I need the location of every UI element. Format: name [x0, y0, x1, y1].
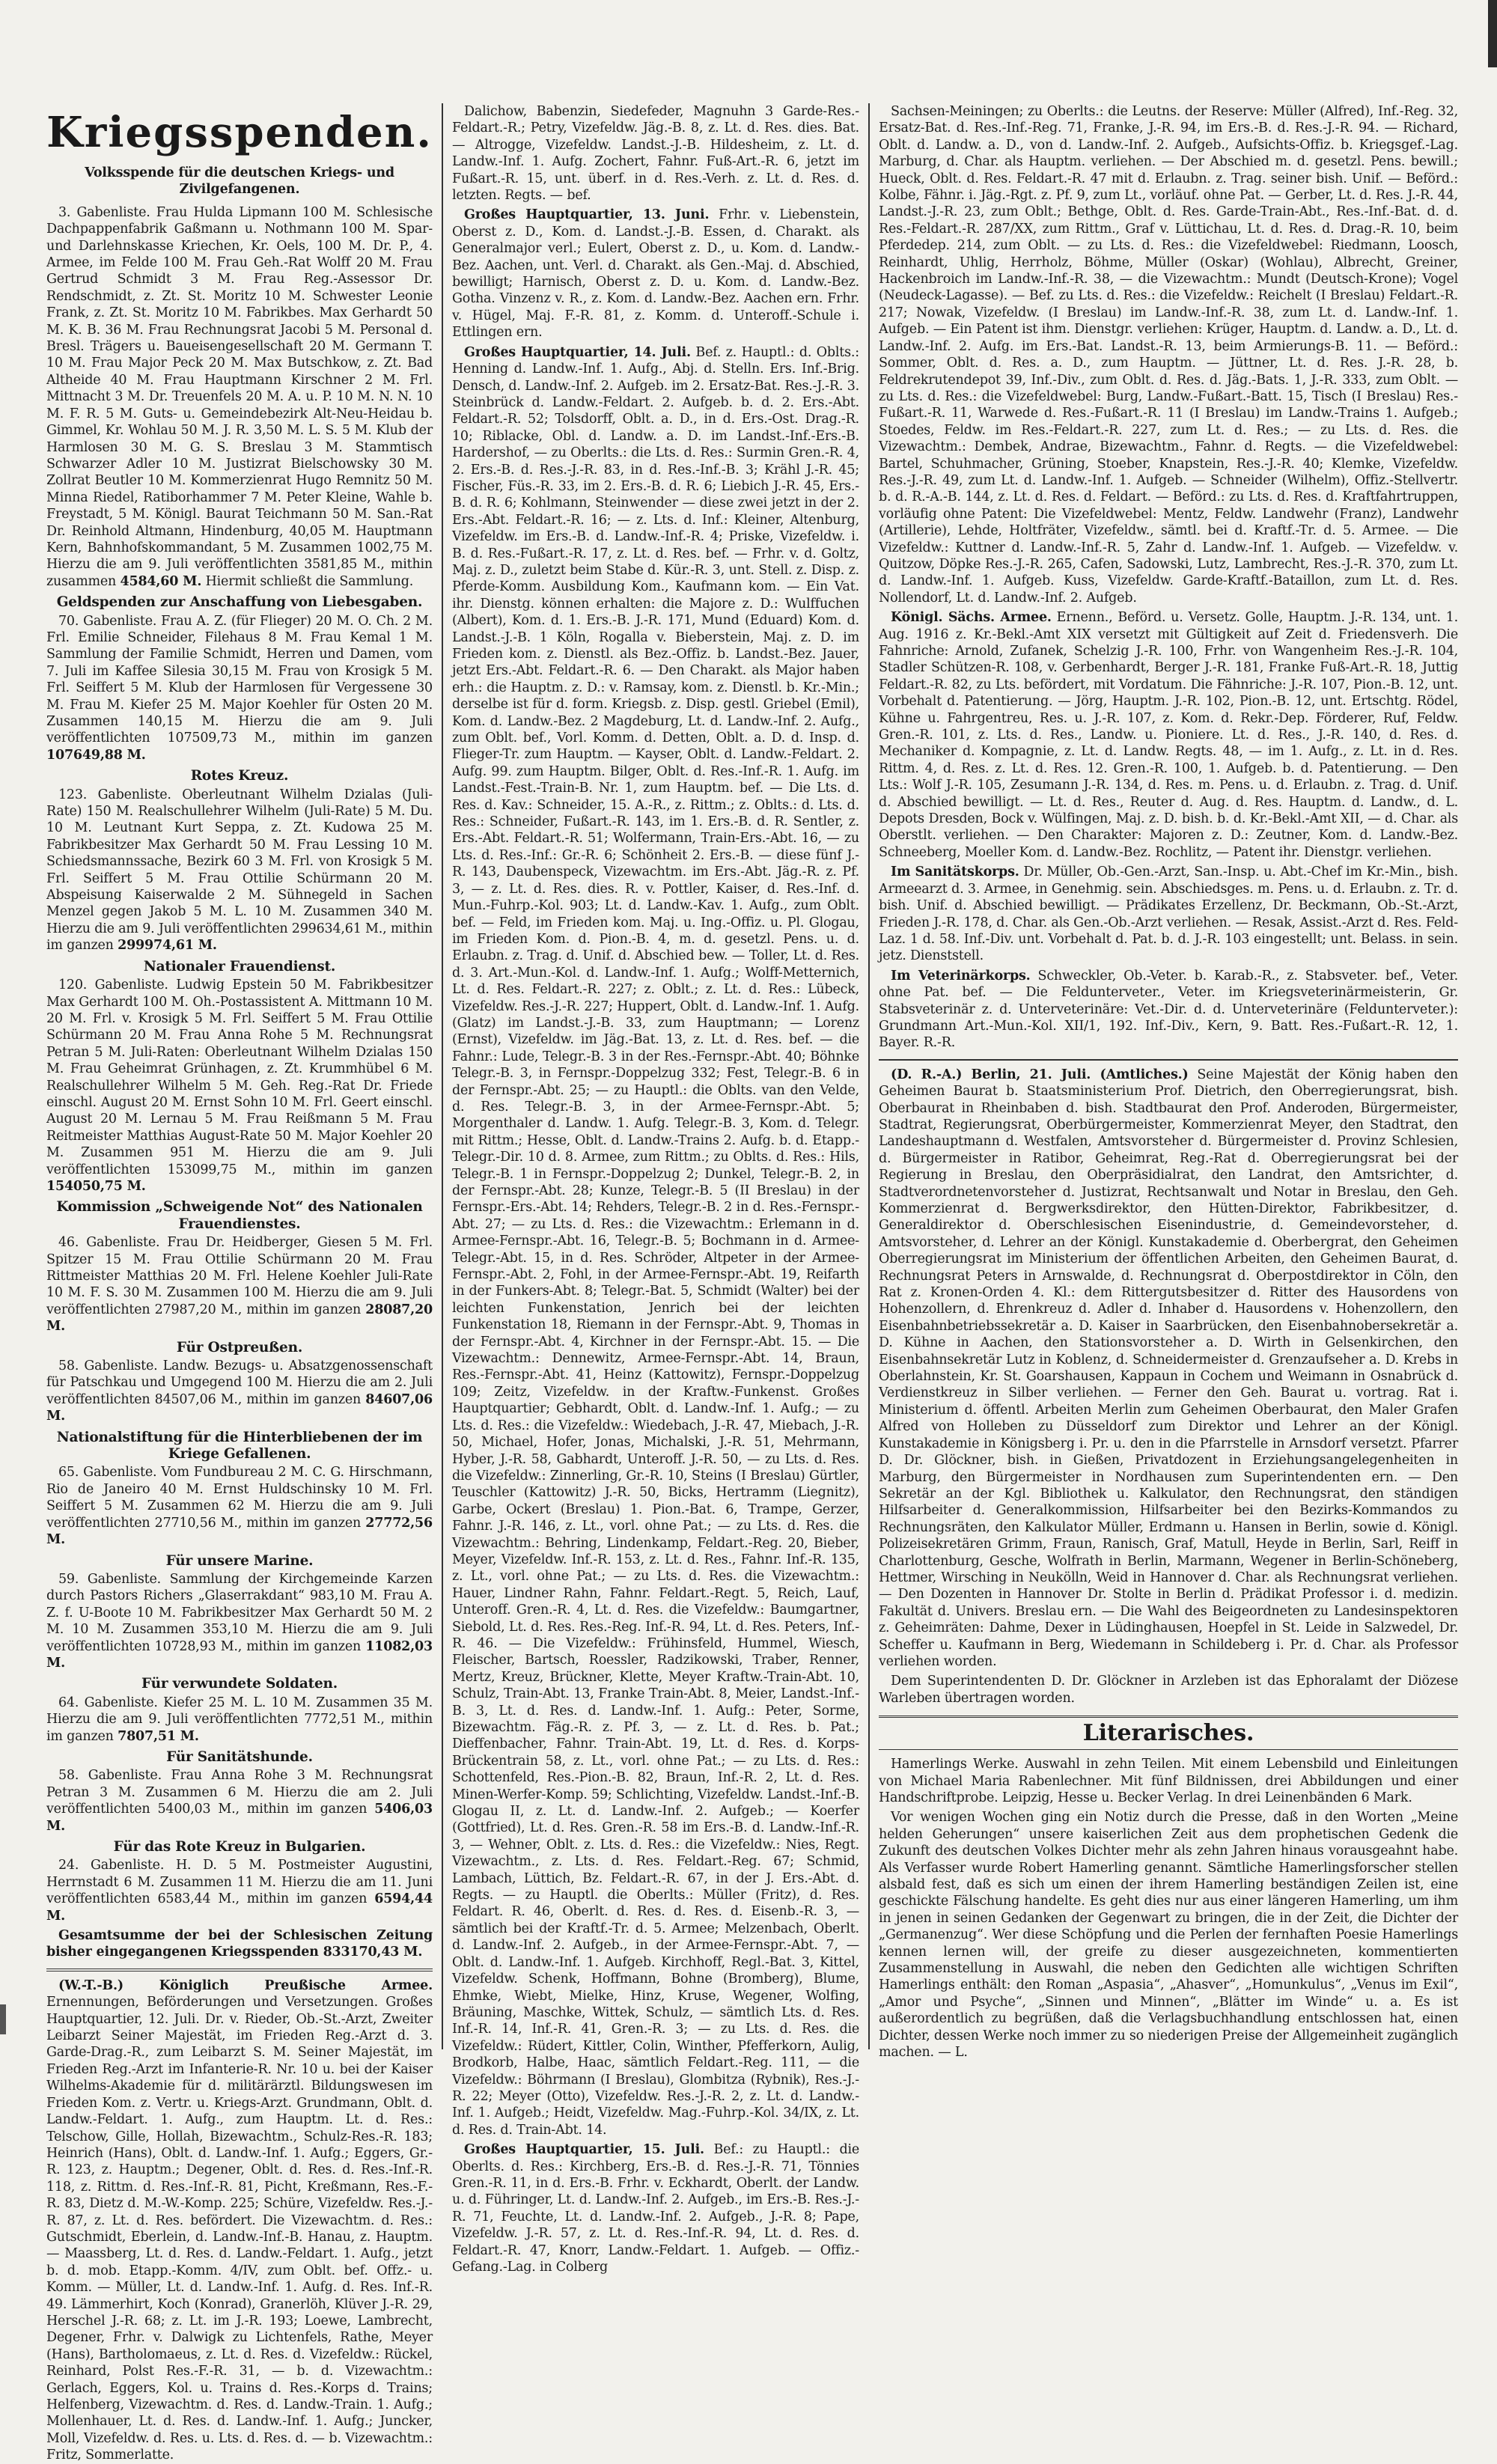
literature-heading: Literarisches. — [879, 1716, 1458, 1750]
heading-marine: Für unsere Marine. — [165, 1552, 314, 1569]
heading-schweigende-not: Kommission „Schweigende Not“ des Nationalen Frauendienstes. — [56, 1199, 423, 1232]
column-right — [868, 103, 1467, 2061]
column-middle — [442, 103, 868, 2275]
section-lead: Volksspende für die deutschen Kriegs- und Zivilgefangenen. — [85, 165, 394, 198]
heading-bulgarien: Für das Rote Kreuz in Bulgarien. — [113, 1839, 366, 1855]
army-notice: (W.-T.-B.) Königlich Preußische Armee. Ernennungen, Beförderungen und Versetzungen. Großes Hauptquartier, 12. Juli. Dr. v. Rieder, Ob.-St.-Arzt, Zweiter Leibarzt Seiner Majestät, im Frieden Reg.-Arzt d. 3. Garde-Drag.-R., zum Leibarzt S. M. Seiner Majestät, im Frieden Reg.-Arzt im Infanterie-R. Nr. 10 u. bei der Kaiser Wilhelms-Akademie für d. militärärztl. Bildungswesen im Frieden Kom. z. Vertr. u. Kriegs-Arzt. Grundmann, Oblt. d. Landw.-Feldart. 1. Aufg., zum Hauptm. Lt. d. Res.: Telschow, Gille, Hollah, Bizewachtm., Schulz-Res.-R. 183; Heinrich (Hans), Oblt. d. Landw.-Inf. 1. Aufg.; Eggers, Gr.-R. 123, z. Hauptm.; Degener, Oblt. d. Res. d. Res.-Inf.-R. 118, z. Rittm. d. Res.-Inf.-R. 81, Picht, Kreßmann, Res.-F.-R. 83, Dietz d. M.-W.-Komp. 225; Schüre, Vizefeldw. Res.-J.-R. 87, z. Lt. d. Res. befördert. Die Vizewachtm. d. Res.: Gutschmidt, Eberlein, d. Landw.-Inf.-B. Hanau, z. Hauptm. — Maassberg, Lt. d. Res. d. Landw.-Feldart. 1. Aufg., jetzt b. d. mob. Etapp.-Komm. 4/IV, zum Oblt. bef. Offz.- u. Komm. — Müller, Lt. d. Landw.-Inf. 1. Aufg. d. Res. Inf.-R. 49. Lämmerhirt, Koch (Konrad), Granerlöh, Klüver J.-R. 29, Herschel J.-R. 68; z. Lt. im J.-R. 193; Loewe, Lambrecht, Degener, Frhr. v. Dalwigk zu Lichtenfels, Rathe, Meyer (Hans), Bartholomaeus, z. Lt. d. Res. d. Vizefeldw.: Rückel, Reinhard, Polst Res.-F.-R. 31, — b. d. Vizewachtm.: Gerlach, Eggers, Kol. u. Trains d. Res.-Korps d. Trains; Helfenberg, Vizewachtm. d. Res. d. Landw.-Train. 1. Aufg.; Mollenhauer, Lt. d. Res. d. Landw.-Inf. 1. Aufg.; Juncker, Moll, Vizefeldw. d. Res. u. Lts. d. Res. d. — b. Vizewachtm.: Fritz, Sommerlatte. — [46, 1977, 433, 2463]
heading-sanitaetshunde: Für Sanitätshunde. — [166, 1748, 313, 1765]
veterinaerkorps-notice: Im Veterinärkorps. Schweckler, Ob.-Veter. b. Karab.-R., z. Stabsveter. bef., Veter. ohne Pat. bef. — Die Feldunterveter., Veter. im Kriegsveterinärmeisterin, Gr. Stabsveterinär z. d. Unterveterinäre: Vet.-Dir. d. d. Unterveterinäre (Feldunterveter.): Grundmann Art.-Mun.-Kol. XII/1, 192. Inf.-Div., Kern, 9. Batt. Res.-Fußart.-R. 12, 1. Bayer. R.-R. — [879, 968, 1458, 1051]
donation-list-10: 58. Gabenliste. Frau Anna Rohe 3 M. Rechnungsrat Petran 3 M. Zusammen 6 M. Hierzu die am 2. Juli veröffentlichten 5400,03 M., mithin im ganzen 5406,03 M. — [46, 1768, 433, 1834]
column-left — [37, 103, 442, 2463]
heading-ostpreussen: Für Ostpreußen. — [176, 1339, 303, 1355]
divider-official — [879, 1059, 1458, 1061]
donation-list-6: 58. Gabenliste. Landw. Bezugs- u. Absatzgenossenschaft für Patschkau und Umgegend 100 M. Hierzu die am 2. Juli veröffentlichten 84507,06 M., mithin im ganzen 84607,06 M. — [46, 1358, 433, 1424]
heading-nationalstiftung: Nationalstiftung für die Hinterbliebenen der im Kriege Gefallenen. — [56, 1429, 423, 1463]
heading-rotes-kreuz: Rotes Kreuz. — [190, 768, 289, 784]
heading-liebesgaben: Geldspenden zur Anschaffung von Liebesgaben. — [56, 594, 423, 611]
donation-list-1: 3. Gabenliste. Frau Hulda Lipmann 100 M. Schlesische Dachpappenfabrik Gaßmann u. Nothmann 100 M. Spar- und Darlehnskasse Kriechen, Kr. Oels, 100 M. Dr. P., 4. Armee, im Felde 100 M. Frau Geh.-Rat Wolff 20 M. Frau Gertrud Schmidt 3 M. Frau Reg.-Assessor Dr. Rendschmidt, z. Zt. St. Moritz 10 M. Schwester Leonie Frank, z. Zt. St. Moritz 10 M. Fabrikbes. Max Gerhardt 50 M. K. B. 36 M. Frau Rechnungsrat Jacobi 5 M. Personal d. Bresl. Trägers u. Baueisengesellschaft 20 M. Germann T. 10 M. Frau Major Peck 20 M. Max Butschkow, z. Zt. Bad Altheide 40 M. Frau Hauptmann Kirschner 2 M. Frl. Mittnacht 3 M. Dr. Treuenfels 20 M. A. u. P. 10 M. N. N. 10 M. F. R. 5 M. Guts- u. Gemeindebezirk Alt-Neu-Heidau b. Gimmel, Kr. Wohlau 50 M. J. R. 3,50 M. L. S. 5 M. Klub der Harmlosen 30 M. G. S. Breslau 3 M. Stammtisch Schwarzer Adler 10 M. Justizrat Bielschowsky 30 M. Zollrat Beutler 10 M. Kommerzienrat Hugo Remnitz 50 M. Minna Riedel, Ratiborhammer 7 M. Peter Kleine, Wahle b. Freystadt, 5 M. Königl. Baurat Teichmann 50 M. San.-Rat Dr. Reinhold Altmann, Hindenburg, 40,05 M. Hauptmann Kern, Bahnhofskommandant, 5 M. Zusammen 1002,75 M. Hierzu die am 9. Juli veröffentlichten 3581,85 M., mithin zusammen 4584,60 M. Hiermit schließt die Sammlung. — [46, 204, 433, 589]
army-notice-14-juli: Großes Hauptquartier, 14. Juli. Bef. z. Hauptl.: d. Oblts.: Henning d. Landw.-Inf. 1. Aufg., Abj. d. Stelln. Ers. Inf.-Brig. Densch, d. Landw.-Inf. 2. Aufgeb. im 2. Ersatz-Bat. Res.-J.-R. 3. Steinbrück d. Landw.-Feldart. 2. Aufgeb. b. d. 2. Ers.-Abt. Feldart.-R. 52; Tolsdorff, Oblt. a. D., in d. Ers.-Ost. Drag.-R. 10; Riblacke, Obl. d. Landw. a. D. im Landst.-Inf.-Ers.-B. Hardershof, — zu Oberlts.: die Lts. d. Res.: Surmin Gren.-R. 4, 2. Ers.-B. d. Res.-J.-R. 83, in d. Res.-Inf.-B. 3; Krähl J.-R. 45; Fischer, Füs.-R. 33, im 2. Ers.-B. d. R. 6; Liebich J.-R. 45, Ers.-B. d. R. 6; Kohlmann, Steinwender — diese zwei jetzt in der 2. Ers.-Abt. Feldart.-R. 16; — z. Lts. d. Inf.: Kleiner, Altenburg, Vizefeldw. im Ers.-B. d. Landw.-Inf.-R. 4; Priske, Vizefeldw. i. B. d. Res.-Fußart.-R. 17, z. Lt. d. Res. bef. — Frhr. v. d. Goltz, Maj. z. D., zuletzt beim Stabe d. Kür.-R. 3, unt. Stell. z. Disp. z. Pferde-Komm. Ausbildung Kom., Kaufmann kom. — Ein Vat. ihr. Dienstg. können erhalten: die Majore z. D.: Wulffuchen (Albert), Kom. d. 1. Ers.-B. J.-R. 171, Mund (Eduard) Kom. d. Landst.-J.-B. 1 Köln, Rogalla v. Bieberstein, Maj. z. D. im Frieden kom. z. Dienstl. als Bez.-Offiz. b. Landst.-Bez. Jauer, jetzt Ers.-Abt. Feldart.-R. 6. — Den Charakt. als Major haben erh.: die Hauptm. z. D.: v. Ramsay, kom. z. Dienstl. b. Kr.-Min.; derselbe ist für d. form. Kriegsb. z. Disp. gestl. Griebel (Emil), Kom. d. Landw.-Bez. 2 Magdeburg, Lt. d. Landw.-Inf. 2. Aufg., zum Oblt. bef., Vorl. Komm. d. Detten, Oblt. a. D. d. Insp. d. Flieger-Tr. zum Hauptm. — Kayser, Oblt. d. Landw.-Feldart. 2. Aufg. 99. zum Hauptm. Bilger, Oblt. d. Res.-Inf.-R. 1. Aufg. im Landst.-Fest.-Train-B. Nr. 1, zum Hauptm. bef. — Die Lts. d. Res. d. Kav.: Schneider, 15. A.-R., z. Rittm.; z. Oblts.: d. Lts. d. Res.: Schneider, Fußart.-R. 143, im 1. Ers.-B. d. R. Sentler, z. Ers.-Abt. Feldart.-R. 51; Wolfermann, Train-Ers.-Abt. 16, — zu Lts. d. Res.-Inf.: Gr.-R. 6; Schönheit 2. Ers.-B. — diese fünf J.-R. 143, Daubenspeck, Vizewachtm. im Ers.-Abt. Jäg.-R. z. Pf. 3, — z. Lt. d. Res. dies. R. v. Pottler, Kaiser, d. Res.-Inf. d. Mun.-Fuhrp.-Kol. 903; Lt. d. Landw.-Kav. 1. Aufg., zum Oblt. bef. — Feld, im Frieden kom. Maj. u. Ing.-Offiz. u. Pl. Glogau, im Frieden Kom. d. Pion.-B. 4, m. d. gesetzl. Pens. u. d. Erlaubn. z. Trag. d. Unif. d. Abschied bew. — Toller, Lt. d. Res. d. 3. Art.-Mun.-Kol. d. Landw.-Inf. 1. Aufg.; Wolff-Metternich, Lt. d. Res. Feldart.-R. 227; z. Oblt.; z. Lt. d. Res.: Lübeck, Vizefeldw. Res.-J.-R. 227; Huppert, Oblt. d. Landw.-Inf. 1. Aufg. (Glatz) im Landst.-J.-B. 33, zum Hauptmann; — Lorenz (Ernst), Vizefeldw. im Jäg.-Bat. 13, z. Lt. d. Res. bef. — die Fahnr.: Lude, Telegr.-B. 3 in der Res.-Fernspr.-Abt. 40; Böhnke Telegr.-B. 3, in Fernspr.-Doppelzug 332; Fest, Telegr.-B. 6 in der Fernspr.-Abt. 25; — zu Hauptl.: die Oblts. van den Velde, d. Res. Telegr.-B. 3, in der Armee-Fernspr.-Abt. 5; Morgenthaler d. Landw. 1. Aufg. Telegr.-B. 3, Kom. d. Telegr. mit Rittm.; Hesse, Oblt. d. Landw.-Trains 2. Aufg. b. d. Etapp.-Telegr.-Dir. 10 d. 8. Armee, zum Rittm.; zu Oblts. d. Res.: Hils, Telegr.-B. 1 in Fernspr.-Doppelzug 2; Dunkel, Telegr.-B. 2, in der Fernspr.-Abt. 28; Kunze, Telegr.-B. 5 (II Breslau) in der Fernspr.-Ers.-Abt. 14; Rehders, Telegr.-B. 2 in d. Res.-Fernspr.-Abt. 27; — zu Lts. d. Res.: die Vizewachtm.: Erlemann in d. Armee-Fernspr.-Abt. 16, Telegr.-B. 5; Bochmann in d. Armee-Telegr.-Abt. 15, in d. Res. Schröder, Altpeter in der Armee-Fernspr.-Abt. 2, Fohl, in der Armee-Fernspr.-Abt. 19, Reifarth in der Funkers-Abt. 8; Telegr.-Bat. 5, Schmidt (Walter) bei der leichten Funkenstation, Jenrich bei der leichten Funkenstation 18, Riemann in der Fernspr.-Abt. 9, Thomas in der Fernspr.-Abt. 4, Kirchner in der Fernspr.-Abt. 15. — Die Vizewachtm.: Dennewitz, Armee-Fernspr.-Abt. 14, Braun, Res.-Fernspr.-Abt. 41, Heinz (Kattowitz), Fernspr.-Doppelzug 109; Zeitz, Vizefeldw. in der Kraftw.-Funkenst. Großes Hauptquartier; Gebhardt, Oblt. d. Landw.-Inf. 1. Aufg.; — zu Lts. d. Res.: die Vizefeldw.: Wiedebach, J.-R. 47, Miebach, J.-R. 50, Michael, Hofer, Jonas, Michalski, J.-R. 51, Mehrmann, Hyber, J.-R. 58, Gabhardt, Unteroff. J.-R. 50, — zu Lts. d. Res. die Vizefeldw.: Zinnerling, Gr.-R. 10, Steins (I Breslau) Gürtler, Teuschler (Kattowitz) J.-R. 50, Bicks, Hertramm (Liegnitz), Garbe, Ockert (Breslau) 1. Pion.-Bat. 6, Trampe, Gerzer, Fahnr. J.-R. 146, z. Lt., vorl. ohne Pat.; — zu Lts. d. Res. die Vizewachtm.: Behring, Lindenkamp, Feldart.-Reg. 20, Bieber, Meyer, Vizefeldw. Inf.-R. 153, z. Lt. d. Res., Fahnr. Inf.-R. 135, z. Lt., vorl. ohne Pat.; — zu Lts. d. Res. die Vizewachtm.: Hauer, Lindner Rahn, Fahnr. Feldart.-Regt. 5, Reich, Lauf, Unteroff. Gren.-R. 4, Lt. d. Res. die Vizefeldw.: Baumgartner, Siebold, Lt. d. Res. Res.-Reg. Inf.-R. 94, Lt. d. Res. Peters, Inf.-R. 46. — Die Vizefeldw.: Frühinsfeld, Hummel, Wiesch, Fleischer, Bartsch, Roessler, Radzikowski, Traber, Renner, Mertz, Kreuz, Brückner, Klette, Meyer Kraftw.-Train-Abt. 10, Schulz, Train-Abt. 13, Franke Train-Abt. 8, Meier, Landst.-Inf.-B. 3, Lt. d. Res. d. Landw.-Inf. 1. Aufg.: Peter, Sorme, Bizewachtm. Fäg.-R. z. Pf. 3, — z. Lt. d. Res. b. Pat.; Dieffenbacher, Fahnr. Train-Abt. 19, Lt. d. Res. d. Korps-Brückentrain 58, z. Lt., vorl. ohne Pat.; — zu Lts. d. Res.: Schottenfeld, Res.-Pion.-B. 82, Braun, Inf.-R. 2, Lt. d. Res. Minen-Werfer-Komp. 59; Schlichting, Vizefeldw. Landst.-Inf.-B. Glogau II, z. Lt. d. Landw.-Inf. 2. Aufgeb.; — Koerfer (Gottfried), Lt. d. Res. Gren.-R. 58 im Ers.-B. d. Landw.-Inf.-R. 3, — Wehner, Oblt. z. Lts. d. Res.: die Vizefeldw.: Nies, Regt. Vizewachtm., z. Lts. d. Res. Feldart.-Reg. 67; Schmid, Lambach, Lüttich, Bz. Feldart.-R. 67, in der J. Ers.-Abt. d. Regts. — zu Hauptl. die Oberlts.: Müller (Fritz), d. Res. Feldart. R. 46, Oberlt. d. Res. d. Res. d. Eisenb.-R. 3, — sämtlich bei der Kraftf.-Tr. d. 5. Armee; Melzenbach, Oberlt. d. Landw.-Inf. 2. Aufgeb., in der Armee-Fernspr.-Abt. 7, — Oblt. d. Landw.-Inf. 1. Aufgeb. Kirchhoff, Regl.-Bat. 3, Kittel, Vizefeldw. Schenk, Hoffmann, Bohne (Bromberg), Blume, Ehmke, Wiebt, Mielke, Hinz, Kruse, Wegener, Wolfing, Bräuning, Maschke, Wittek, Schulz, — sämtlich Lts. d. Res. Inf.-R. 14, Inf.-R. 41, Gren.-R. 3; — zu Lts. d. Res. die Vizefeldw.: Rüdert, Kittler, Colin, Winther, Pfefferkorn, Aulig, Brodkorb, Halbe, Haac, sämtlich Feldart.-Reg. 111, — die Vizefeldw.: Böhrmann (I Breslau), Glombitza (Rybnik), Res.-J.-R. 22; Meyer (Otto), Vizefeldw. Res.-J.-R. 2, z. Lt. d. Landw.-Inf. 1. Aufgeb.; Heidt, Vizefeldw. Mag.-Fuhrp.-Kol. 34/IX, z. Lt. d. Res. d. Train-Abt. 14. — [452, 344, 859, 2138]
scan-edge-mark-left — [0, 2004, 6, 2034]
army-notice-right: Sachsen-Meiningen; zu Oberlts.: die Leutns. der Reserve: Müller (Alfred), Inf.-Reg. 32, Ersatz-Bat. d. Res.-Inf.-Reg. 71, Franke, J.-R. 94, im Ers.-B. d. Res.-J.-R. 94. — Richard, Oblt. d. Landw. a. D., von d. Landw.-Inf. 2. Aufgeb., Aufsichts-Offiz. b. Kriegsgef.-Lag. Marburg, d. Char. als Hauptm. verliehen. — Der Abschied m. d. gesetzl. Pens. bewill.; Hueck, Oblt. d. Res. Feldart.-R. 47 mit d. Erlaubn. z. Trag. seiner bish. Unif. — Beförd.: Kolbe, Fähnr. i. Jäg.-Rgt. z. Pf. 9, zum Lt., vorläuf. ohne Pat. — Gerber, Lt. d. Res. J.-R. 44, Landst.-J.-R. 23, zum Oblt.; Bethge, Oblt. d. Res. Garde-Train-Abt., Res.-Inf.-Bat. d. d. Res.-Feldart.-R. 287/XX, zum Rittm., Graf v. Lüttichau, Lt. d. Res. d. Drag.-R. 10, beim Pferdedep. 214, zum Oblt. — zu Lts. d. Res.: die Vizefeldwebel: Riedmann, Loosch, Reinhardt, Uhlig, Herrholz, Böhme, Müller (Oskar) (Wohlau), Albrecht, Greiner, Hackenbroich im Landw.-Inf.-R. 38, — die Vizewachtm.: Mundt (Deutsch-Krone); Vogel (Neudeck-Lagasse). — Bef. zu Lts. d. Res.: die Vizefeldw.: Reichelt (I Breslau) Feldart.-R. 217; Nowak, Vizefeldw. (I Breslau) im Landw.-Inf.-R. 38, zum Lt. d. Landw.-Inf. 1. Aufgeb. — Ein Patent ist ihm. Dienstgr. verliehen: Krüger, Hauptm. d. Landw. a. D., Lt. d. Landw.-Inf. 2. Aufg. im Ers.-Bat. Landst.-R. 13, beim Armierungs-B. 11. — Beförd.: Sommer, Oblt. d. Res. a. D., zum Hauptm. — Jüttner, Lt. d. Res. J.-R. 28, b. Feldrekrutendepot 39, Inf.-Div., zum Oblt. d. Res. d. Jäg.-Bats. 1, J.-R. 333, zum Oblt. — zu Lts. d. Res.: die Vizefeldwebel: Burg, Landw.-Fußart.-Batt. 15, Tisch (I Breslau) Res.-Fußart.-R. 11, Warwede d. Res.-Fußart.-R. 11 (I Breslau) im Landw.-Trains 1. Aufgeb.; Stoedes, Feldw. im Res.-Feldart.-R. 227, zum Lt. d. Res.; — zu Lts. d. Res. die Vizewachtm.: Dembek, Andrae, Bizewachtm., Fahnr. d. Regts. — die Vizefeldwebel: Bartel, Schuhmacher, Grüning, Stoeber, Knapstein, Res.-J.-R. 40; Klemke, Vizefeldw. Res.-J.-R. 49, zum Lt. d. Landw.-Inf. 1. Aufgeb. — Schneider (Wilhelm), Offiz.-Stellvertr. b. d. R.-A.-B. 144, z. Lt. d. Res. d. Feldart. — Beförd.: zu Lts. d. Res. d. Kraftfahrtruppen, vorläufig ohne Patent: Die Vizefeldwebel: Mentz, Feldw. Landwehr (Franz), Landwehr (Artillerie), Lehde, Holtfräter, Vizefeldw., sämtl. bei d. Kraftf.-Tr. d. 5. Armee. — Die Vizefeldw.: Kuttner d. Landw.-Inf.-R. 5, Zahr d. Landw.-Inf. 1. Aufgeb. — Vizefeldw. v. Quitzow, Döpke Res.-J.-R. 265, Cafen, Sadowski, Lutz, Lambrecht, Res.-J.-R. 370, zum Lt. d. Landw.-Inf. 1. Aufgeb. Kuss, Vizefeldw. Garde-Kraftf.-Bataillon, zum Lt. d. Res. Nollendorf, Lt. d. Landw.-Inf. 2. Aufgeb. — [879, 104, 1458, 606]
literature-entry-title: Hamerlings Werke. Auswahl in zehn Teilen. Mit einem Lebensbild und Einleitungen von Michael Maria Rabenlechner. Mit fünf Bildnissen, drei Abbildungen und einer Handschriftprobe. Leipzig, Hesse u. Becker Verlag. In drei Leinenbänden 6 Mark. — [879, 1757, 1458, 1805]
donation-list-11: 24. Gabenliste. H. D. 5 M. Postmeister Augustini, Herrnstadt 6 M. Zusammen 11 M. Hierzu die am 11. Juni veröffentlichten 6583,44 M., mithin im ganzen 6594,44 M. — [46, 1858, 433, 1924]
divider — [46, 1969, 433, 1971]
donation-list-2: 70. Gabenliste. Frau A. Z. (für Flieger) 20 M. O. Ch. 2 M. Frl. Emilie Schneider, Filehaus 8 M. Frau Kemal 1 M. Sammlung der Familie Schmidt, Herren und Damen, vom 7. Juli im Kaffee Silesia 30,15 M. Frau von Krosigk 5 M. Frl. Seiffert 5 M. Klub der Harmlosen für Vergessene 30 M. Frau M. Kiefer 25 M. Major Koehler für Osten 20 M. Zusammen 140,15 M. Hierzu die am 9. Juli veröffentlichten 107509,73 M., mithin im ganzen 107649,88 M. — [46, 613, 433, 763]
donation-list-3: 123. Gabenliste. Oberleutnant Wilhelm Dzialas (Juli-Rate) 150 M. Realschullehrer Wilhelm (Juli-Rate) 5 M. Du. 10 M. Leutnant Kurt Seppa, z. Zt. Kudowa 25 M. Fabrikbesitzer Max Gerhardt 50 M. Frau Lessing 10 M. Schiedsmannssache, Bezirk 60 3 M. Frl. von Krosigk 5 M. Frl. Seiffert 5 M. Frau Ottilie Schürmann 20 M. Abspeisung Kaiserwalde 2 M. Sühnegeld in Sachen Menzel gegen Jakob 5 M. L. 10 M. Zusammen 340 M. Hierzu die am 9. Juli veröffentlichten 299634,61 M., mithin im ganzen 299974,61 M. — [46, 787, 433, 954]
army-notice-15-juli: Großes Hauptquartier, 15. Juli. Bef.: zu Hauptl.: die Oberlts. d. Res.: Kirchberg, Ers.-B. d. Res.-J.-R. 71, Tönnies Gren.-R. 11, in d. Ers.-B. Frhr. v. Eckhardt, Oberlt. der Landw. u. d. Führinger, Lt. d. Landw.-Inf. 2. Aufgeb., im Ers.-B. Res.-J.-R. 71, Feuchte, Lt. d. Landw.-Inf. 2. Aufgeb., J.-R. 8; Pape, Vizefeldw. J.-R. 57, z. Lt. d. Res.-Inf.-R. 94, Lt. d. Res. d. Feldart.-R. 47, Knorr, Landw.-Feldart. 1. Aufgeb. — Offiz.-Gefang.-Lag. in Colberg — [452, 2142, 859, 2275]
heading-frauendienst: Nationaler Frauendienst. — [143, 958, 336, 975]
columns — [37, 103, 1467, 2463]
official-notice-end: Dem Superintendenten D. Dr. Glöckner in Arzleben ist das Ephoralamt der Diözese Warleben übertragen worden. — [879, 1674, 1458, 1706]
donation-list-8: 59. Gabenliste. Sammlung der Kirchgemeinde Karzen durch Pastors Richers „Glaserrakdant“ 983,10 M. Frau A. Z. f. U-Boote 10 M. Fabrikbesitzer Max Gerhardt 50 M. 2 M. 10 M. Zusammen 353,10 M. Hierzu die am 9. Juli veröffentlichten 10728,93 M., mithin im ganzen 11082,03 M. — [46, 1571, 433, 1671]
section-title: Kriegsspenden. — [46, 108, 433, 157]
heading-verwundete: Für verwundete Soldaten. — [141, 1676, 338, 1692]
donation-list-4: 120. Gabenliste. Ludwig Epstein 50 M. Fabrikbesitzer Max Gerhardt 100 M. Oh.-Postassistent A. Mittmann 10 M. 20 M. Frl. v. Krosigk 5 M. Frl. Seiffert 5 M. Frau Ottilie Schürmann 20 M. Frau Anna Rohe 5 M. Rechnungsrat Petran 5 M. Juli-Raten: Oberleutnant Wilhelm Dzialas 150 M. Frau Geheimrat Grünhagen, z. Zt. Krummhübel 6 M. Realschullehrer Wilhelm 5 M. Geh. Reg.-Rat Dr. Friede einschl. August 20 M. Ernst Sohn 10 M. Frl. Geert einschl. August 20 M. Lernau 5 M. Frau Reißmann 5 M. Frau Reitmeister Matthias August-Rate 50 M. Major Koehler 20 M. Zusammen 951 M. Hierzu die am 9. Juli veröffentlichten 153099,75 M., mithin im ganzen 154050,75 M. — [46, 978, 433, 1194]
army-notice-13-juni: Großes Hauptquartier, 13. Juni. Frhr. v. Liebenstein, Oberst z. D., Kom. d. Landst.-J.-B. Essen, d. Charakt. als Generalmajor verl.; Eulert, Oberst z. D., u. Kom. d. Landw.-Bez. Aachen, unt. Verl. d. Charakt. als Gen.-Maj. d. Abschied, bewilligt; Harnisch, Oberst z. D. u. Kom. d. Landw.-Bez. Gotha. Vinzenz v. R., z. Kom. d. Landw.-Bez. Aachen ern. Frhr. v. Hügel, Maj. F.-R. 81, z. Komm. d. Unteroff.-Schule i. Ettlingen ern. — [452, 207, 859, 341]
scan-edge-mark — [1488, 0, 1497, 67]
donation-list-7: 65. Gabenliste. Vom Fundbureau 2 M. C. G. Hirschmann, Rio de Janeiro 40 M. Ernst Huldschinsky 10 M. Frl. Seiffert 5 M. Zusammen 62 M. Hierzu die am 9. Juli veröffentlichten 27710,56 M., mithin im ganzen 27772,56 M. — [46, 1465, 433, 1548]
army-notice-cont: Dalichow, Babenzin, Siedefeder, Magnuhn 3 Garde-Res.-Feldart.-R.; Petry, Vizefeldw. Jäg.-B. 8, z. Lt. d. Res. dies. Bat. — Altrogge, Vizefeldw. Landst.-J.-B. Hildesheim, z. Lt. d. Landw.-Inf. 1. Aufg. Zochert, Fahnr. Fuß-Art.-R. 6, jetzt im Fußart.-R. 15, unt. überf. in d. Res.-Verh. z. Lt. d. Res. d. letzten. Regts. — bef. — [452, 104, 859, 204]
grand-total: Gesamtsumme der bei der Schlesischen Zeitung bisher eingegangenen Kriegsspenden 833170,43 M. — [46, 1928, 433, 1960]
literature-review: Vor wenigen Wochen ging ein Notiz durch die Presse, daß in den Worten „Meine helden Geherungen“ unsere kaiserlichen Zeit aus dem prophetischen Gedenk die Zukunft des deutschen Volkes Dichter mehr als zehn Jahren hinaus vorausgeahnt habe. Als Verfasser wurde Robert Hamerling genannt. Sämtliche Hamerlingsforscher stellen alsbald fest, daß es sich um einen der ihrem Hamerling beständigen Zeilen ist, eine geschickte Fälschung handelte. Es geht dies nur aus einer längeren Hamerling, um ihm in jenen in seinen Gedanken der Gegenwart zu bringen, die in der Zeit, die Dichter der „Germanenzug“. Wer diese Schöpfung und die Perlen der fernhaften Poesie Hamerlings kennen lernen will, der greife zu dieser ausgezeichneten, kommentierten Zusammenstellung in Auswahl, die neben den Gedichten alle wichtigen Schriften Hamerlings enthält: den Roman „Aspasia“, „Ahasver“, „Homunkulus“, „Venus im Exil“, „Amor und Psyche“, „Sinnen und Minnen“, „Blätter im Winde“ u. a. Es ist außerordentlich zu begrüßen, daß die Verlagsbuchhandlung entschlossen hat, einen Dichter, dessen Werke noch immer zu so niederigen Preise der Allgemeinheit zugänglich machen. — L. — [879, 1810, 1458, 2061]
donation-list-5: 46. Gabenliste. Frau Dr. Heidberger, Giesen 5 M. Frl. Spitzer 15 M. Frau Ottilie Schürmann 20 M. Frau Rittmeister Matthias 20 M. Frl. Helene Koehler Juli-Rate 10 M. F. S. 30 M. Zusammen 100 M. Hierzu die am 9. Juli veröffentlichten 27987,20 M., mithin im ganzen 28087,20 M. — [46, 1235, 433, 1335]
donation-list-9: 64. Gabenliste. Kiefer 25 M. L. 10 M. Zusammen 35 M. Hierzu die am 9. Juli veröffentlichten 7772,51 M., mithin im ganzen 7807,51 M. — [46, 1695, 433, 1744]
sanitaetskorps-notice: Im Sanitätskorps. Dr. Müller, Ob.-Gen.-Arzt, San.-Insp. u. Abt.-Chef im Kr.-Min., bish. Armeearzt d. 3. Armee, in Genehmig. sein. Abschiedsges. m. Pens. u. d. Erlaubn. z. Tr. d. bish. Unif. d. Abschied bewilligt. — Prädikates Erzellenz, Dr. Beckmann, Ob.-St.-Arzt, Frieden J.-R. 178, d. Char. als Gen.-Ob.-Arzt verliehen. — Resak, Assist.-Arzt d. Res. Feld-Laz. 1 d. 58. Inf.-Div. unt. Vorbehalt d. Pat. b. d. J.-R. 103 eingestellt; unt. Belass. in sein. jetz. Dienststell. — [879, 864, 1458, 964]
saxon-army-notice: Königl. Sächs. Armee. Ernenn., Beförd. u. Versetz. Golle, Hauptm. J.-R. 134, unt. 1. Aug. 1916 z. Kr.-Bekl.-Amt XIX versetzt mit Gültigkeit auf Zeit d. Friedensverh. Die Fahnriche: Arnold, Zufanek, Schelzig J.-R. 100, Frhr. von Wangenheim Res.-J.-R. 104, Stadler Schützen-R. 108, v. Gerbenhardt, Berger J.-R. 181, Franke Fuß-Art.-R. 18, Juttig Feldart.-R. 82, zu Lts. befördert, mit Vordatum. Die Fähnriche: J.-R. 107, Pion.-B. 12, unt. Vorbehalt d. Patentierung. — Jörg, Hauptm. J.-R. 102, Pion.-B. 12, unt. Ertschtg. Rödel, Kühne u. Fahrgentreu, Res. u. J.-R. 107, z. Kom. d. Rekr.-Dep. Förderer, Ruf, Feldw. Gren.-R. 101, z. Lts. d. Res., Landw. u. Pioniere. Lt. d. Res., J.-R. 140, d. Res. d. Mechaniker d. Kompagnie, z. Lt. d. Landw. Regts. 48, — im 1. Aufg., z. Lt. in d. Res. Rittm. 4, d. Res. z. Lt. d. Res. 12. Gren.-R. 100, 1. Aufgeb. b. d. Patentierung. — Den Lts.: Wolf J.-R. 105, Zesumann J.-R. 134, d. Res. m. Pens. u. d. Erlaubn. z. Trag. d. Unif. d. Abschied bewilligt. — Lt. d. Res., Reuter d. Aug. d. Res. Hauptm. d. Landw., d. L. Depots Dresden, Bock v. Wülfingen, Maj. z. D. bish. b. d. Kr.-Bekl.-Amt XII, — d. Char. als Oberstlt. verliehen. — Den Charakter: Majoren z. D.: Zeutner, Kom. d. Landw.-Bez. Schneeberg, Moeller Kom. d. Landw.-Bez. Rochlitz, — Patent ihr. Dienstgr. verliehen. — [879, 610, 1458, 860]
official-notice: (D. R.-A.) Berlin, 21. Juli. (Amtliches.) Seine Majestät der König haben den Geheimen Baurat b. Staatsministerium Prof. Dietrich, den Oberregierungsrat, bish. Oberbaurat in Rheinbaben d. bish. Stadtbaurat den Prof. Anderoden, Bürgermeister, Stadtrat, Regierungsrat, Oberbürgermeister, Kommerzienrat Meyer, den Stadtrat, den Landeshauptmann d. Westfalen, Amtsvorsteher d. Bürgermeister d. Provinz Schlesien, d. Bürgermeister in Ratibor, Geheimrat, Reg.-Rat d. Oberregierungsrat bei der Regierung in Breslau, den Oberpräsidialrat, den Landrat, den Amtsrichter, d. Stadtverordnetenvorsteher d. Justizrat, Rechtsanwalt und Notar in Breslau, den Geh. Kommerzienrat d. Bergwerksdirektor, den Hütten-Direktor, Fabrikbesitzer, d. Generaldirektor d. Oberschlesischen Eisenindustrie, d. Gemeindevorsteher, d. Amtsvorsteher, d. Lehrer an der Königl. Kunstakademie d. Oberbergrat, den Geheimen Oberregierungsrat im Ministerium der öffentlichen Arbeiten, den Geheimen Baurat, d. Rechnungsrat Peters in Arnswalde, d. Rechnungsrat d. Oberpostdirektor in Cöln, den Rat z. Kronen-Orden 4. Kl.: dem Rittergutsbesitzer d. Ritter des Hausordens von Hohenzollern, d. Ehrenkreuz d. Adler d. Inhaber d. Hausordens v. Hohenzollern, den Eisenbahnbetriebssekretär a. D. Kaiser in Saarbrücken, den Eisenbahnobersekretär a. D. Kühne in Aachen, den Stationsvorsteher a. D. Wirth in Gelsenkirchen, den Eisenbahnsekretär Lutz in Koblenz, d. Schneidermeister d. Grenzaufseher a. D. Krebs in Oberlahnstein, Kr. St. Goarshausen, Kappaun in Cochem und Weimann in Osnabrück d. Verdienstkreuz in Silber verliehen. — Ferner den Geh. Baurat u. vortrag. Rat i. Ministerium d. öffentl. Arbeiten Merlin zum Geheimen Oberbaurat, den Maler Grafen Alfred von Holleben zu Düsseldorf zum Direktor und Lehrer an der Königl. Kunstakademie in Königsberg i. Pr. u. den in die Pfarrstelle in Arnsdorf versetzt. Pfarrer D. Dr. Glöckner, bish. in Gießen, Privatdozent in Erziehungsangelegenheiten in Marburg, den Bürgermeister in Nordhausen zum Superintendenten ern. — Den Sekretär an der Kgl. Bibliothek u. Kalkulator, den Rechnungsrat, den ständigen Hilfsarbeiter d. Generalkommission, Hilfsarbeiter bei den Bezirks-Kommandos zu Rechnungsräten, den Kalkulator Müller, Erdmann u. Hansen in Berlin, sowie d. Königl. Polizeisekretären Grimm, Fraun, Ranisch, Graf, Matull, Heyde in Berlin, Sarl, Reiff in Charlottenburg, Gesche, Wolfrath in Berlin, Marmann, Wegener in Berlin-Schöneberg, Hettmer, Wirsching in Neukölln, Weid in Hannover d. Char. als Rechnungsrat verliehen. — Den Dozenten in Hannover Dr. Stolte in Berlin d. Prädikat Professor i. d. medizin. Fakultät d. Univers. Breslau ern. — Die Wahl des Beigeordneten zu Landesinspektoren z. Geheimräten: Dahme, Dexer in Lüdinghausen, Hoepfel in St. Leide in Salzwedel, Dr. Scheffer u. Kaufmann in Berg, Wiedemann in Schildeberg i. Pr. d. Char. als Professor verliehen worden. — [879, 1067, 1458, 1669]
